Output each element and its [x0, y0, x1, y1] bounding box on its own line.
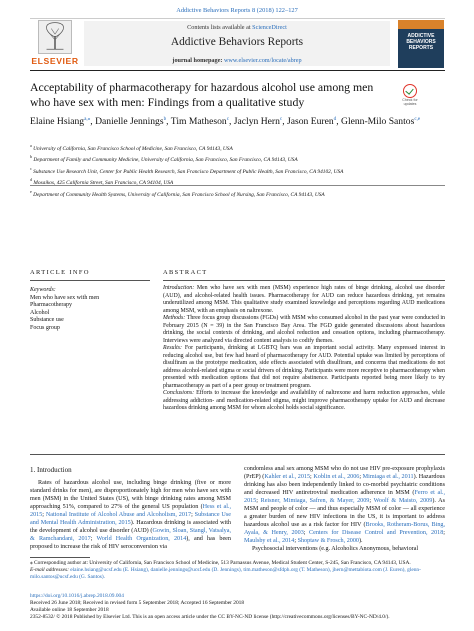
author-name[interactable]: Jason Euren: [287, 116, 334, 128]
abstract-text: For participants, drinking at LGBTQ bars was an important social activity. Many expressed interest in reducing alcohol use, but few had heard of pharmacotherapy for AUD. Potential uptake was limited by perceptions of disulfiram as the prototype medication, side effects associated with disulfiram, and concerns that medications do not address alcohol-related stigma or social drivers of drinking. Participants were more receptive to pharmacotherapy when presented with medication options that did not require abstinence. Participants reported being more likely to try pharmacotherapy as part of a peer group or treatment program.: [163, 345, 445, 389]
divider: [30, 280, 150, 281]
homepage-label: journal homepage:: [172, 57, 223, 64]
body-text: condomless anal sex among MSM who do not use HIV pre-exposure prophylaxis (PrEP) (: [244, 466, 445, 480]
keyword: Pharmacotherapy: [30, 302, 72, 309]
citation-link[interactable]: World Health Organization, 2014: [96, 536, 187, 542]
affiliation-sup: d: [30, 177, 32, 183]
divider: [30, 454, 445, 455]
citation-link[interactable]: Ferro et al., 2015: [244, 490, 445, 504]
email-label: E-mail addresses:: [30, 567, 69, 573]
author-sup[interactable]: a,⁎: [84, 116, 91, 122]
crossmark-text: Check for updates: [402, 98, 418, 106]
keywords-block: [30, 287, 150, 333]
abstract-heading: ABSTRACT: [163, 269, 208, 276]
affiliation-sup: e: [30, 188, 32, 194]
affiliation-item: [30, 188, 445, 199]
body-text: ;: [256, 498, 261, 504]
keyword: Men who have sex with men: [30, 294, 100, 301]
body-text: ). Hazardous drinking has also been independently linked to co-morbid psychiatric conditions and decreased HIV antiretroviral medication adherence in MSM (: [244, 474, 446, 496]
article-title: Acceptability of pharmacotherapy for hazardous alcohol use among men who have sex with men: Findings from a qualitative study: [30, 80, 374, 109]
citation-link[interactable]: Maulsby et al., 2014: [244, 538, 295, 544]
affiliation-item: [30, 165, 445, 176]
running-header[interactable]: Addictive Behaviors Reports 8 (2018) 122–127: [176, 7, 298, 14]
abstract-label: Introduction:: [163, 285, 195, 291]
affiliation-text: Substance Use Research Unit, Center for Public Health Research, San Francisco Department of Public Health, San Francisco, CA 94102, USA: [33, 168, 344, 175]
author-sup[interactable]: c,e: [414, 116, 421, 122]
cover-strip: [398, 20, 444, 29]
abstract-body: [163, 285, 445, 413]
body-text: ;: [294, 538, 298, 544]
affiliation-sup: c: [30, 165, 32, 171]
body-text: ;: [303, 530, 310, 536]
author-name[interactable]: Glenn-Milo Santos: [341, 116, 415, 128]
divider: [163, 280, 445, 281]
abstract-label: Results:: [163, 345, 182, 351]
body-column-left: [30, 479, 231, 551]
affiliation-text: Department of Community Health Systems, University of California, San Francisco School of Nursing, San Francisco, CA 94143, USA: [33, 191, 325, 198]
citation-link[interactable]: Shoptaw & Frosch, 2000: [297, 538, 359, 544]
journal-title: Addictive Behaviors Reports: [170, 36, 304, 48]
body-text: ), and has been proposed to increase the risk of HIV seroconversion via: [30, 536, 231, 550]
keyword: Alcohol: [30, 309, 50, 316]
citation-link[interactable]: Brooks, Rotheram-Borus, Bing, Ayala, & Henry, 2003: [244, 522, 445, 536]
abstract-results: [163, 345, 445, 390]
affiliation-item: [30, 142, 445, 153]
citation-link[interactable]: Mimiaga et al., 2011: [362, 474, 414, 480]
abstract-text: Men who have sex with men (MSM) experience high rates of binge drinking, alcohol use disorder (AUD), and alcohol-related health issues. Pharmacotherapy for AUD can reduce hazardous drinking, yet remains underutilized among MSM. This qualitative study examined knowledge and perceptions regarding AUD medications among MSM, with an emphasis on naltrexone.: [163, 285, 445, 314]
author-sup[interactable]: c: [226, 116, 229, 122]
corresponding-author: ⁎ Corresponding author at: University of California, San Francisco School of Medicine, 513 Parnassus Avenue, Medical Student Center, S-245, San Francisco, CA 94143, USA.: [30, 560, 411, 566]
affiliation-text: Department of Family and Community Medicine, University of California, San Francisco, San Francisco, CA 94143, USA: [33, 157, 298, 164]
cover-text: ADDICTIVE BEHAVIORS REPORTS: [406, 33, 436, 51]
elsevier-tree-icon: [38, 20, 72, 54]
author-list: Elaine Hsiang$^{a,⁎}$, Danielle Jennings$^b$, Tim Matheson$^c$, Jaclyn Hern$^c$, Jason Euren$^d$, Glenn-Milo Santos$^{c,e}$: [30, 116, 421, 128]
citation-link[interactable]: Hess et al., 2015: [30, 504, 231, 518]
abstract-text: Three focus group discussions (FGDs) with MSM who consumed alcohol in the past year were conducted in February 2015 (N = 39) in the San Francisco Bay Area. The FGD guide generated discussions about hazardous drinking, the social contexts of drinking, and alcohol reduction and cessation options, including pharmacotherapy. Interviews were analyzed via directed content analysis to codify themes.: [163, 315, 445, 344]
author-sup[interactable]: b: [163, 116, 167, 122]
body-text: Rates of hazardous alcohol use, including binge drinking (five or more standard drinks for men), are disproportionately high for men who have sex with men (MSM) in the United States (US), with binge drinking rates among MSM approaching 51%, compared to 27% of the general US population (: [30, 480, 231, 510]
body-text: ;: [90, 536, 97, 542]
affiliation-sup: b: [30, 154, 32, 160]
affiliation-item: [30, 153, 445, 164]
body-paragraph: Psychosocial interventions (e.g. Alcoholics Anonymous, behavioral: [252, 546, 419, 552]
author-name[interactable]: Jaclyn Hern: [233, 116, 280, 128]
footnote: [30, 560, 445, 581]
citation-link[interactable]: Reisner, Mimiaga, Safren, & Mayer, 2009: [260, 498, 370, 504]
citation-link[interactable]: Substance Use and Mental Health Administration, 2015: [30, 512, 231, 526]
contents-line: [84, 24, 390, 31]
author-sup[interactable]: d: [333, 116, 337, 122]
body-text: ;: [42, 512, 46, 518]
author-name[interactable]: Elaine Hsiang: [30, 116, 85, 128]
article-dates: Received 26 June 2018; Received in revised form 5 September 2018; Accepted 16 September 2018: [30, 600, 245, 606]
affiliations: [30, 142, 445, 199]
body-text: ;: [191, 512, 195, 518]
citation-link[interactable]: National Institute of Alcohol Abuse and Alcoholism, 2017: [45, 512, 192, 518]
abstract-label: Conclusions:: [163, 390, 195, 396]
body-text: ;: [369, 498, 374, 504]
divider: [30, 185, 445, 186]
author-name[interactable]: Danielle Jennings: [95, 116, 164, 128]
keywords-label: Keywords:: [30, 287, 56, 293]
publication-info: [30, 593, 445, 621]
citation-link[interactable]: Centers for Disease Control and Prevention, 2018: [309, 530, 444, 536]
citation-link[interactable]: Koblin et al., 2006: [313, 474, 360, 480]
article-info-heading: ARTICLE INFO: [30, 269, 90, 276]
body-column-right: [244, 465, 445, 553]
footnote-rule: [30, 557, 90, 558]
body-text: ). Hazardous drinking is associated with the development of alcohol use disorder (AUD) (: [30, 520, 231, 534]
license-text: 2352-8532/ © 2018 Published by Elsevier Ltd. This is an open access article under the CC BY-NC-ND license (http://creativecommons.org/licenses/BY-NC-ND/4.0/).: [30, 614, 390, 620]
citation-link[interactable]: Gowin, Sloan, Stangl, Vatsalya, & Ramchandani, 2017: [30, 528, 231, 542]
sciencedirect-link[interactable]: ScienceDirect: [252, 24, 287, 31]
affiliation-text: University of California, San Francisco School of Medicine, San Francisco, CA 94143, USA: [33, 145, 233, 152]
keyword: Substance use: [30, 317, 64, 324]
homepage-link[interactable]: www.elsevier.com/locate/abrep: [223, 57, 302, 64]
available-online: Available online 18 September 2018: [30, 607, 109, 613]
publisher-logo-text: ELSEVIER: [31, 56, 79, 66]
author-name[interactable]: Tim Matheson: [170, 116, 227, 128]
author-sup[interactable]: c: [279, 116, 283, 122]
check-for-updates-badge[interactable]: [400, 84, 420, 108]
citation-link[interactable]: Woolf & Maisto, 2009: [373, 498, 433, 504]
body-text: ;: [359, 474, 363, 480]
email-line: [30, 567, 445, 581]
affiliation-text: Mosaikos, 425 California Street, San Francisco, CA 94104, USA: [33, 179, 174, 186]
email-addresses[interactable]: elaine.hsiang@ucsf.edu (E. Hsiang), danielle.jennings@ucsf.edu (D. Jennings), tim.matheson@sfdph.org (T. Matheson), jhern@mettabiota.com (J. Euren), glenn-milo.santos@ucsf.edu (G. Santos).: [30, 567, 421, 580]
body-text: ;: [310, 474, 314, 480]
doi-link[interactable]: https://doi.org/10.1016/j.abrep.2018.09.004: [30, 593, 124, 599]
abstract-label: Methods:: [163, 315, 186, 321]
body-text: ).: [358, 538, 363, 544]
journal-homepage: [84, 57, 390, 64]
abstract-text: Efforts to increase the knowledge and availability of naltrexone and harm reduction approaches, while addressing addiction- and medication-related stigma, might improve pharmacotherapy uptake for AUD and decrease hazardous drinking among MSM for whom alcohol holds social significance.: [163, 390, 445, 411]
abstract-conclusions: [163, 390, 445, 413]
abstract-introduction: [163, 285, 445, 315]
body-text: ;: [443, 530, 446, 536]
body-text: ). As MSM and people of color — and thus especially MSM of color — all experience a greater burden of new HIV infections in the US, it is important to address hazardous alcohol use as a risk factor for HIV (: [244, 498, 445, 528]
citation-link[interactable]: Kahler et al., 2015: [264, 474, 311, 480]
affiliation-sup: a: [30, 143, 32, 148]
contents-prefix: Contents lists available at: [187, 24, 251, 31]
section-heading: 1. Introduction: [30, 466, 72, 474]
keyword: Focus group: [30, 324, 60, 331]
abstract-methods: [163, 315, 445, 345]
elsevier-logo[interactable]: [30, 20, 80, 68]
crossmark-icon: [403, 84, 417, 98]
journal-cover-image[interactable]: [398, 20, 444, 68]
